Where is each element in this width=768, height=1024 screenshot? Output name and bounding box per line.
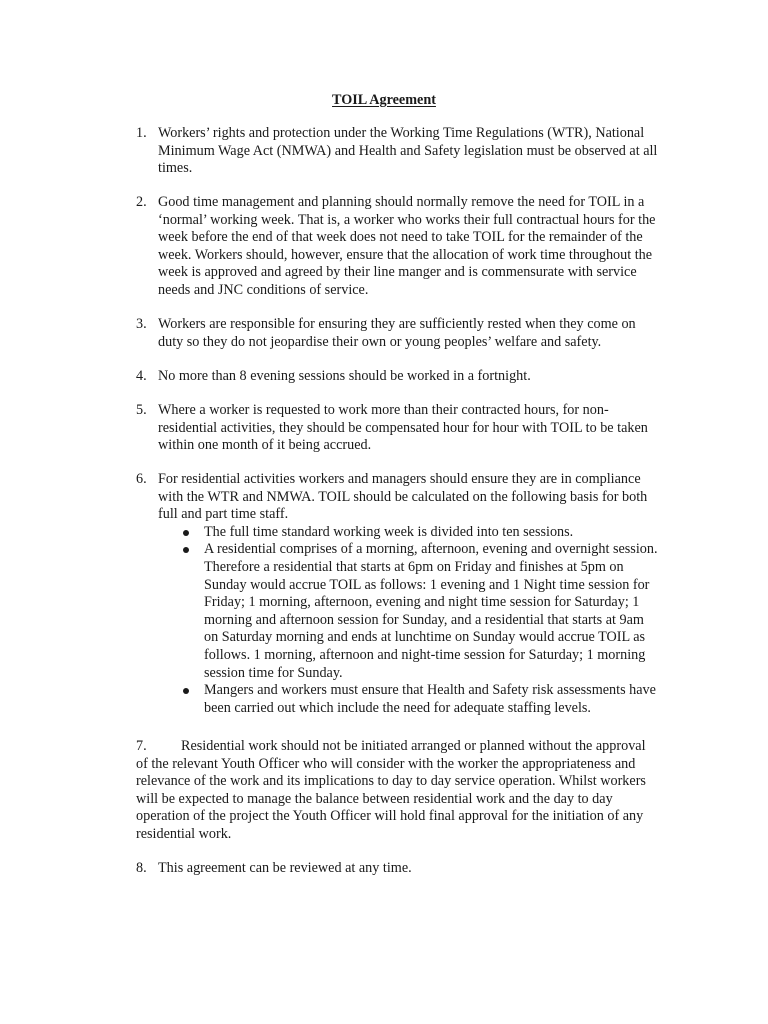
agreement-item-4	[136, 368, 658, 386]
agreement-item-3	[136, 316, 658, 351]
agreement-item-8	[136, 860, 658, 878]
item-text: Good time management and planning should normally remove the need for TOIL in a ‘normal’ working week. That is, a worker who works their full contractual hours for the week before the end of that week does not need to take TOIL for the remainder of the week. Workers should, however, ensure that the allocation of work time throughout the week is approved and agreed by their line manger and is commensurate with service needs and JNC conditions of service.	[158, 194, 656, 298]
item-number: 7.	[136, 738, 147, 754]
agreement-item-6	[136, 471, 658, 717]
agreement-item-5	[136, 402, 658, 455]
agreement-item-7	[136, 738, 658, 844]
document-title: TOIL Agreement	[332, 92, 436, 108]
bullet-item	[181, 524, 658, 542]
bullet-text: Mangers and workers must ensure that Health and Safety risk assessments have been carried out which include the need for adequate staffing levels.	[204, 682, 656, 716]
bullet-item	[181, 541, 658, 682]
item-text: Residential work should not be initiated arranged or planned without the approval of the relevant Youth Officer who will consider with the worker the appropriateness and relevance of the work and its implications to day to day service operation. Whilst workers will be expected to manage the balance between residential work and the day to day operation of the project the Youth Officer will hold final approval for the initiation of any residential work.	[136, 738, 646, 842]
item-text: This agreement can be reviewed at any time.	[158, 860, 412, 876]
item-text: Where a worker is requested to work more than their contracted hours, for non-residential activities, they should be compensated hour for hour with TOIL to be taken within one month of it being accrued.	[158, 402, 648, 454]
item-number: 6.	[136, 471, 147, 487]
item-number: 3.	[136, 316, 147, 332]
item-text: Workers’ rights and protection under the Working Time Regulations (WTR), National Minimum Wage Act (NMWA) and Health and Safety legislation must be observed at all times.	[158, 125, 658, 177]
bullet-item	[181, 682, 658, 717]
bullet-icon	[183, 547, 189, 553]
item-number: 8.	[136, 860, 147, 876]
agreement-item-2	[136, 194, 658, 300]
item-number: 5.	[136, 402, 147, 418]
bullet-icon	[183, 688, 189, 694]
bullet-text: A residential comprises of a morning, afternoon, evening and overnight session. Therefore a residential that starts at 6pm on Friday and finishes at 5pm on Sunday would accrue TOIL as follows: 1 evening and 1 Night time session for Friday; 1 morning, afternoon, evening and night time session for Saturday; 1 morning and afternoon session for Sunday, and a residential that starts at 9am on Saturday morning and ends at lunchtime on Sunday would accrue TOIL as follows. 1 morning, afternoon and night-time session for Saturday; 1 morning session time for Sunday.	[204, 541, 658, 681]
item-number: 1.	[136, 125, 147, 141]
bullet-icon	[183, 530, 189, 536]
bullet-list	[181, 524, 658, 718]
bullet-text: The full time standard working week is divided into ten sessions.	[204, 523, 574, 540]
item-number: 4.	[136, 368, 147, 384]
item-text: No more than 8 evening sessions should be worked in a fortnight.	[158, 368, 531, 384]
item-number: 2.	[136, 194, 147, 210]
agreement-item-1	[136, 125, 658, 178]
item-text: Workers are responsible for ensuring they are sufficiently rested when they come on duty so they do not jeopardise their own or young peoples’ welfare and safety.	[158, 316, 636, 350]
item-text: For residential activities workers and managers should ensure they are in compliance with the WTR and NMWA. TOIL should be calculated on the following basis for both full and part time staff.	[158, 471, 648, 523]
